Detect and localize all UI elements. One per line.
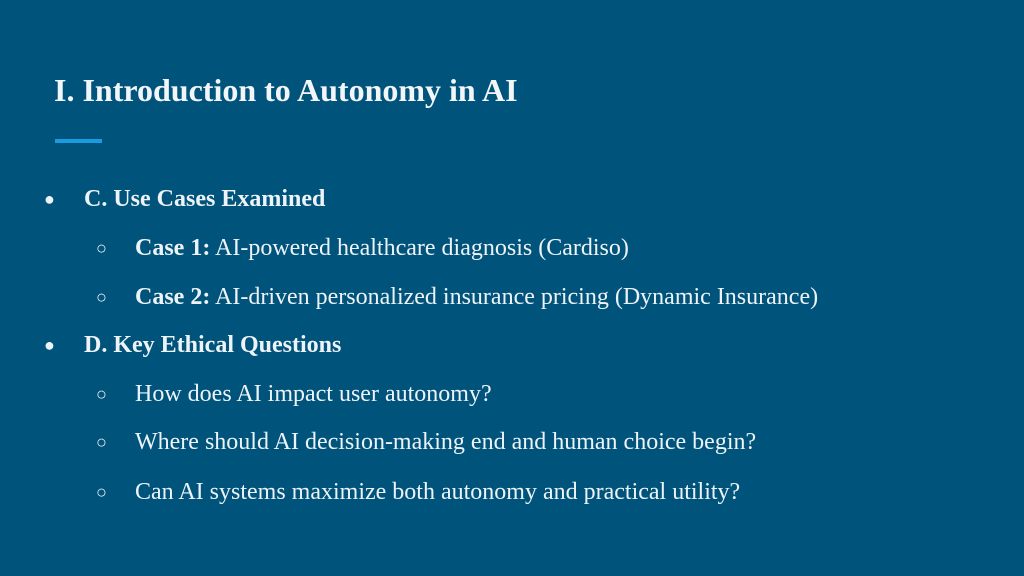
bullet-circle-icon: ○ xyxy=(96,384,107,404)
case-label: Case 2: xyxy=(135,284,211,310)
case-text: AI-driven personalized insurance pricing (Dynamic Insurance) xyxy=(210,284,819,310)
bullet-circle-icon: ○ xyxy=(96,287,107,307)
case-text: AI-powered healthcare diagnosis (Cardiso) xyxy=(210,235,629,261)
list-item-case-2 xyxy=(96,282,819,312)
bullet-circle-icon: ○ xyxy=(96,238,107,258)
list-item-question-2 xyxy=(96,427,757,457)
section-heading-text: D. Key Ethical Questions xyxy=(84,332,342,358)
section-heading-ethical-questions xyxy=(44,330,342,360)
question-text: How does AI impact user autonomy? xyxy=(135,381,492,407)
section-heading-text: C. Use Cases Examined xyxy=(84,186,326,212)
case-label: Case 1: xyxy=(135,235,211,261)
question-text: Where should AI decision-making end and human choice begin? xyxy=(135,429,757,455)
section-heading-use-cases xyxy=(44,184,326,214)
bullet-disc-icon: ● xyxy=(44,189,55,209)
list-item-question-1 xyxy=(96,379,492,409)
bullet-circle-icon: ○ xyxy=(96,432,107,452)
question-text: Can AI systems maximize both autonomy and practical utility? xyxy=(135,479,741,505)
title-accent-rule xyxy=(55,139,102,143)
bullet-circle-icon: ○ xyxy=(96,482,107,502)
list-item-question-3 xyxy=(96,477,741,507)
list-item-case-1 xyxy=(96,233,629,263)
slide-title: I. Introduction to Autonomy in AI xyxy=(54,72,518,108)
bullet-disc-icon: ● xyxy=(44,335,55,355)
